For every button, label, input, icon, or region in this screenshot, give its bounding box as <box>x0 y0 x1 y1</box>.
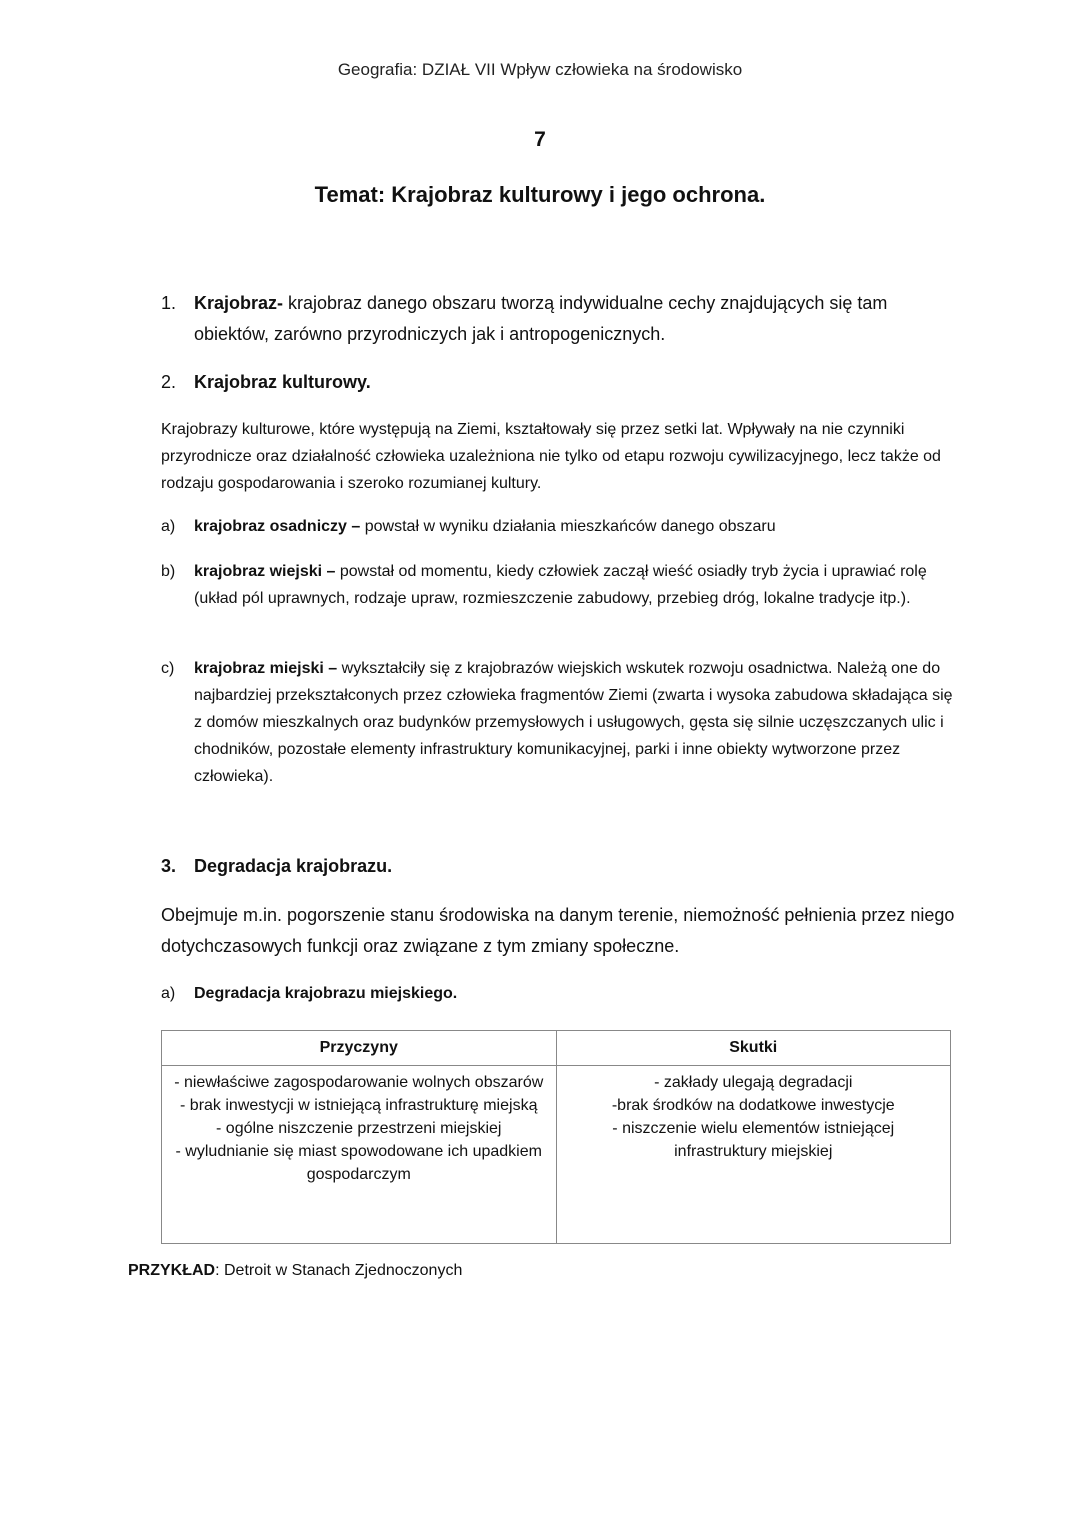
list-item-letter: c) <box>161 660 175 677</box>
list-item-letter: a) <box>161 518 176 535</box>
subsection-letter: a) <box>161 985 176 1002</box>
list-item-term: krajobraz miejski – <box>194 660 338 677</box>
table-header-effects: Skutki <box>556 1031 951 1066</box>
table-row <box>162 1066 951 1244</box>
example-text: : Detroit w Stanach Zjednoczonych <box>215 1262 463 1279</box>
effect-item: - zakłady ulegają degradacji <box>654 1074 853 1091</box>
cause-item: - wyludnianie się miast spowodowane ich upadkiem gospodarczym <box>175 1143 542 1183</box>
section-2-title: Krajobraz kulturowy. <box>194 372 371 392</box>
list-item-text: powstał od momentu, kiedy człowiek zaczął wieść osiadły tryb życia i uprawiać rolę (układ pól uprawnych, rodzaje upraw, rozmieszczenie zabudowy, przebieg dróg, lokalne tradycje itp.). <box>194 563 927 607</box>
cause-item: - brak inwestycji w istniejącą infrastrukturę miejską <box>180 1097 538 1114</box>
list-item-term: krajobraz osadniczy – <box>194 518 361 535</box>
section-2-number: 2. <box>161 372 177 392</box>
list-item-c <box>161 655 961 790</box>
section-3-number: 3. <box>161 856 177 876</box>
list-item-text: wykształciły się z krajobrazów wiejskich wskutek rozwoju osadnictwa. Należą one do najbardziej przekształconych przez człowieka fragmentów Ziemi (zwarta i wysoka zabudowa składająca się z domów mieszkalnych oraz budynków przemysłowych i usługowych, gęsta się silnie uczęszczanych ulic i chodników, pozostałe elementy infrastruktury komunikacyjnej, parki i inne obiekty wytworzone przez człowieka). <box>194 660 953 785</box>
subsection-title: Degradacja krajobrazu miejskiego. <box>194 985 458 1002</box>
table-header-row <box>162 1031 951 1066</box>
section-2-intro: Krajobrazy kulturowe, które występują na Ziemi, kształtowały się przez setki lat. Wpływały na nie czynniki przyrodnicze oraz działalność człowieka uzależniona nie tylko od etapu rozwoju cywilizacyjnego, lecz także od rodzaju gospodarowania i szeroko rozumianej kultury. <box>161 421 941 492</box>
list-item-a <box>161 513 961 540</box>
effects-cell <box>556 1066 951 1244</box>
section-3-heading <box>161 851 961 882</box>
example-label: PRZYKŁAD <box>128 1262 216 1279</box>
causes-cell <box>162 1066 557 1244</box>
list-item-text: powstał w wyniku działania mieszkańców danego obszaru <box>360 518 776 535</box>
page-header: Geografia: DZIAŁ VII Wpływ człowieka na środowisko <box>337 60 743 79</box>
cause-item: - niewłaściwe zagospodarowanie wolnych obszarów <box>174 1074 544 1091</box>
section-2-heading <box>161 367 961 398</box>
section-1 <box>161 288 961 350</box>
lesson-title: Temat: Krajobraz kulturowy i jego ochrona. <box>314 182 766 207</box>
list-item-term: krajobraz wiejski – <box>194 563 336 580</box>
cause-item: - ogólne niszczenie przestrzeni miejskiej <box>216 1120 502 1137</box>
lesson-number: 7 <box>534 128 546 151</box>
subsection-a <box>161 980 961 1007</box>
section-1-term: Krajobraz- <box>194 293 284 313</box>
table-header-causes: Przyczyny <box>162 1031 557 1066</box>
section-3-title: Degradacja krajobrazu. <box>194 856 393 876</box>
effect-item: -brak środków na dodatkowe inwestycje <box>611 1097 895 1114</box>
list-item-letter: b) <box>161 563 176 580</box>
section-3-intro: Obejmuje m.in. pogorszenie stanu środowiska na danym terenie, niemożność pełnienia przez niego dotychczasowych funkcji oraz związane z tym zmiany społeczne. <box>161 905 955 956</box>
section-1-text: krajobraz danego obszaru tworzą indywidualne cechy znajdujących się tam obiektów, zarówno przyrodniczych jak i antropogenicznych. <box>194 293 888 344</box>
degradation-table <box>161 1030 951 1244</box>
section-1-number: 1. <box>161 293 177 313</box>
effect-item: - niszczenie wielu elementów istniejącej infrastruktury miejskiej <box>612 1120 895 1160</box>
list-item-b <box>161 558 961 612</box>
example-line <box>128 1259 462 1283</box>
